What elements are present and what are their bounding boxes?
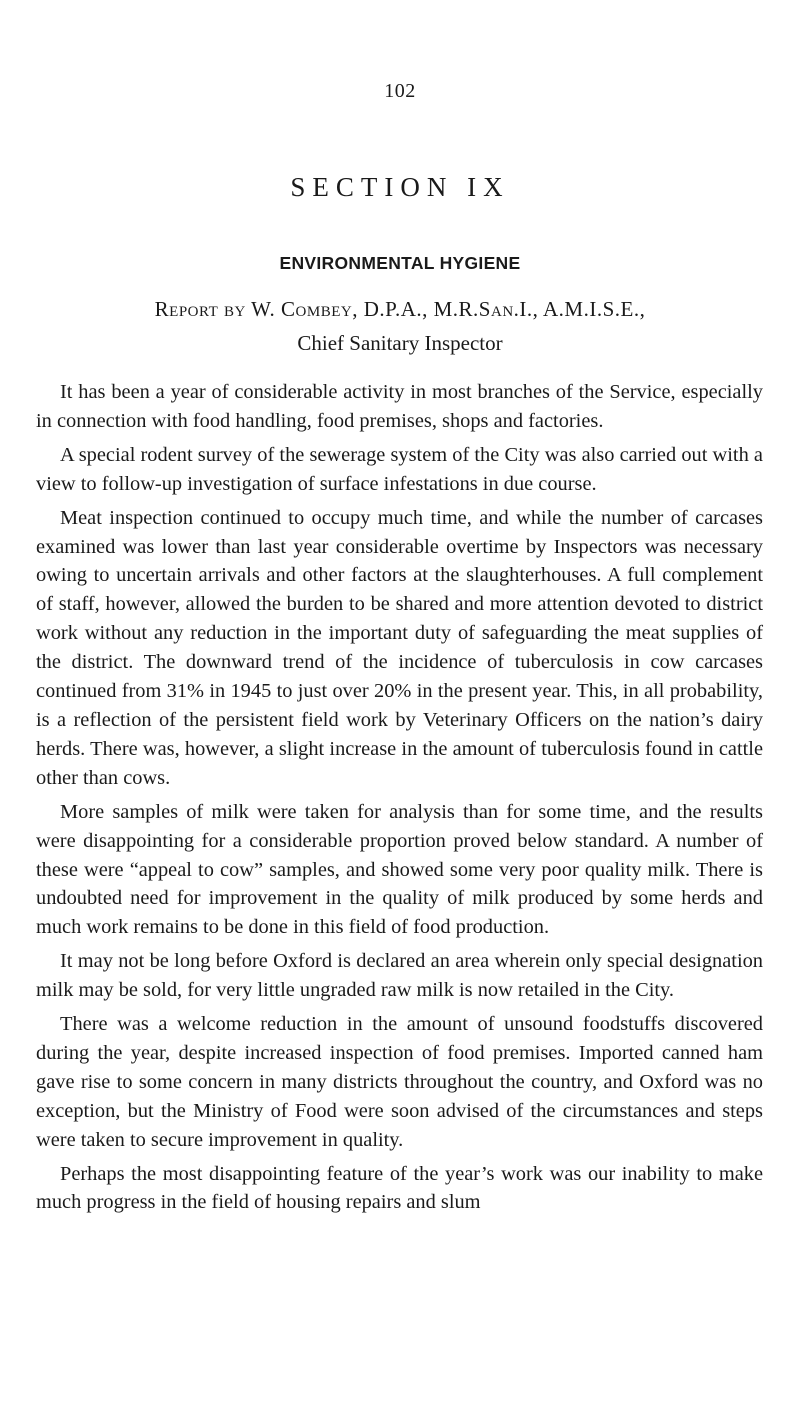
paragraph-7: Perhaps the most disappointing feature of the year’s work was our inability to make much progress in the field of housing repairs and slum	[36, 1162, 763, 1214]
byline-author-line	[0, 292, 800, 326]
paragraph-4: More samples of milk were taken for analysis than for some time, and the results were disappointing for a considerable proportion proved below standard. A number of these were “appeal to cow” samples, and showed some very poor quality milk. There is undoubted need for improvement in the quality of milk produced by some herds and much work remains to be done in this field of food production.	[36, 800, 763, 939]
paragraph-2: A special rodent survey of the sewerage system of the City was also carried out with a view to follow-up investigation of surface infestations in due course.	[36, 443, 763, 495]
byline-prefix: Report by	[154, 297, 246, 321]
paragraph-3: Meat inspection continued to occupy much time, and while the number of carcases examined was lower than last year considerable overtime by Inspectors was necessary owing to uncertain arrivals and other factors at the slaughterhouses. A full complement of staff, however, allowed the burden to be shared and more attention devoted to district work without any reduction in the important duty of safeguarding the meat supplies of the district. The downward trend of the incidence of tuberculosis in cow carcases continued from 31% in 1945 to just over 20% in the present year. This, in all probability, is a reflection of the persistent field work by Veterinary Officers on the nation’s dairy herds. There was, however, a slight increase in the amount of tuberculosis found in cattle other than cows.	[36, 506, 763, 789]
paragraph-5: It may not be long before Oxford is declared an area wherein only special designation milk may be sold, for very little ungraded raw milk is now retailed in the City.	[36, 950, 763, 1002]
section-title: SECTION IX	[290, 172, 510, 202]
paragraph-1: It has been a year of considerable activity in most branches of the Service, especially in connection with food handling, food premises, shops and factories.	[36, 381, 763, 432]
report-body	[36, 378, 763, 1222]
section-subtitle: ENVIRONMENTAL HYGIENE	[279, 253, 521, 273]
byline-role: Chief Sanitary Inspector	[297, 331, 503, 355]
page-number: 102	[384, 80, 416, 102]
byline-author: W. Combey, D.P.A., M.R.San.I., A.M.I.S.E.,	[251, 297, 646, 321]
report-byline	[0, 292, 800, 360]
paragraph-6: There was a welcome reduction in the amount of unsound foodstuffs discovered during the year, despite increased inspection of food premises. Imported canned ham gave rise to some concern in many districts throughout the country, and Oxford was no exception, but the Ministry of Food were soon advised of the circumstances and steps were taken to secure improvement in quality.	[36, 1013, 763, 1151]
